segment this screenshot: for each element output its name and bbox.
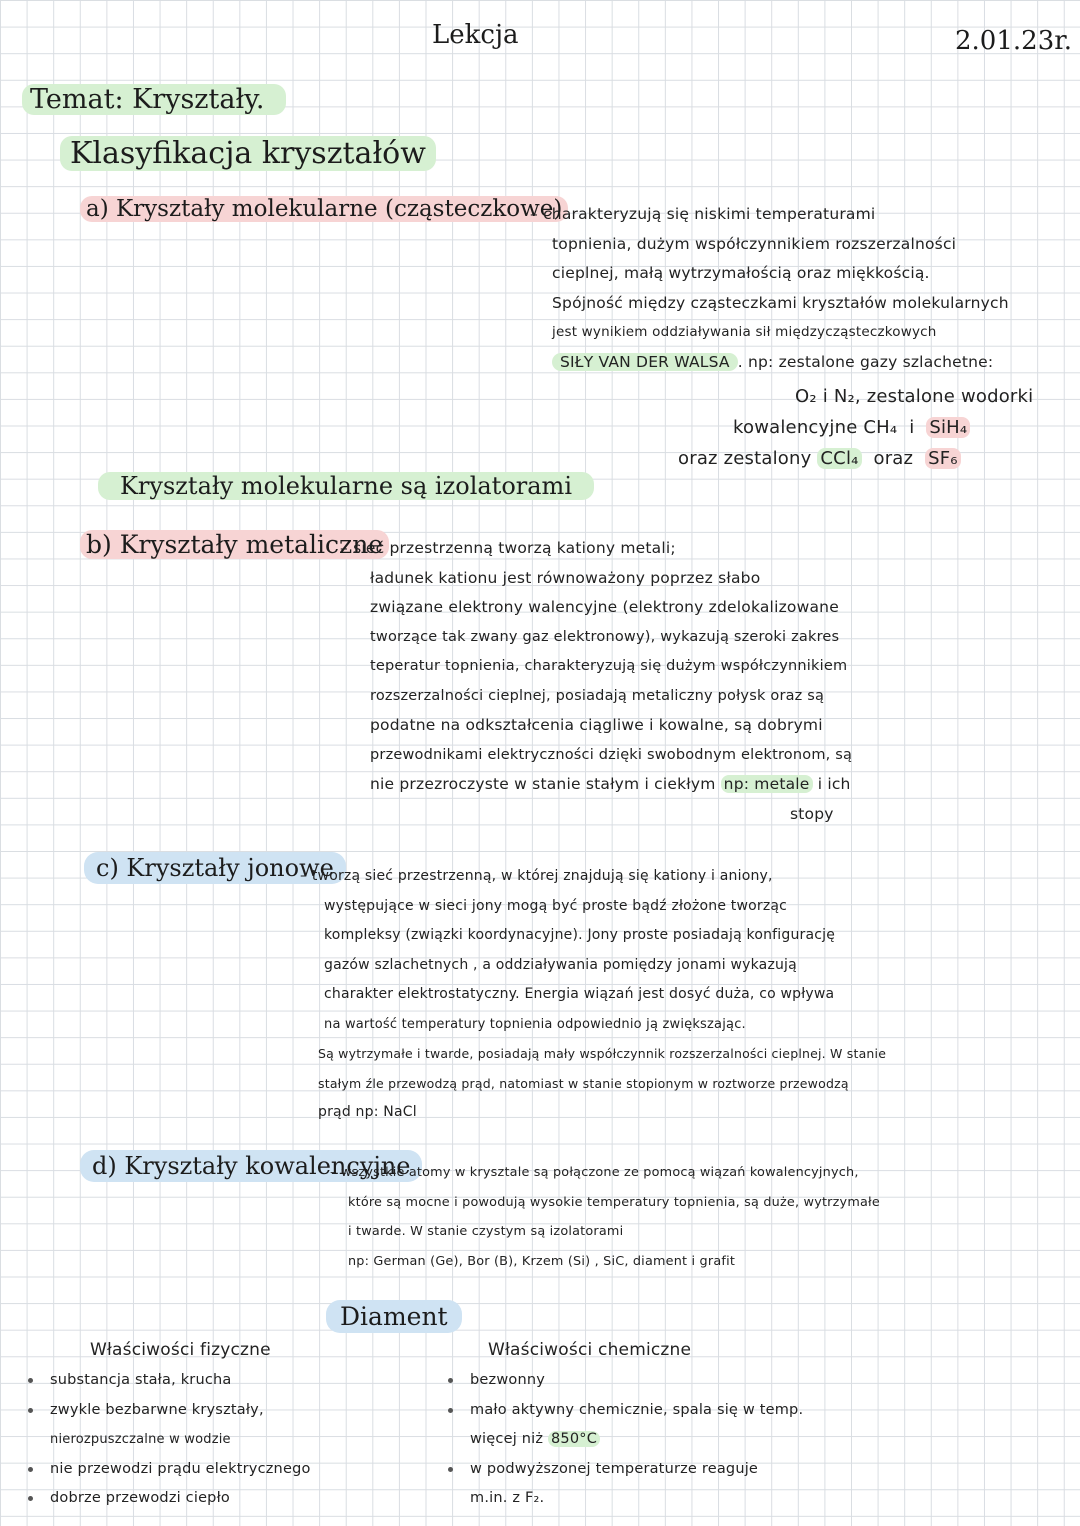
section-d-line: i twarde. W stanie czystym są izolatorami bbox=[348, 1224, 624, 1239]
chemical-item-cont: więcej niż bbox=[470, 1431, 544, 1447]
section-d-line: np: German (Ge), Bor (B), Krzem (Si) , SiC, diament i grafit bbox=[348, 1253, 736, 1269]
section-c-line: kompleksy (związki koordynacyjne). Jony proste posiadają konfigurację bbox=[324, 927, 836, 943]
section-a-formula-line-3 bbox=[678, 444, 961, 474]
section-b-tail: i ich bbox=[817, 775, 851, 793]
section-a-formula-line-2 bbox=[733, 413, 970, 443]
section-c-line: stałym źle przewodzą prąd, natomiast w stanie stopionym w roztworze przewodzą bbox=[318, 1075, 849, 1091]
chemical-heading: Właściwości chemiczne bbox=[488, 1340, 692, 1360]
section-c-text bbox=[300, 862, 886, 1128]
physical-item: zwykle bezbarwne kryształy, bbox=[24, 1396, 311, 1426]
molecular-summary: Kryształy molekularne są izolatorami bbox=[98, 472, 594, 500]
chemical-item: bezwonny bbox=[444, 1366, 803, 1396]
physical-heading: Właściwości fizyczne bbox=[90, 1340, 271, 1360]
section-b-line: nie przezroczyste w stanie stałym i ciekłym bbox=[370, 775, 716, 793]
section-a-label: a) Kryształy molekularne (cząsteczkowe) bbox=[80, 196, 568, 222]
section-b-line: ładunek kationu jest równoważony poprzez słabo bbox=[370, 568, 761, 587]
section-a-text bbox=[530, 200, 1009, 377]
physical-item: substancja stała, krucha bbox=[24, 1366, 311, 1396]
van-der-waals-highlight: SIŁY VAN DER WALSA bbox=[552, 353, 738, 371]
section-c-line: charakter elektrostatyczny. Energia wiązań jest dosyć duża, co wpływa bbox=[324, 986, 835, 1002]
section-c-line: występujące w sieci jony mogą być proste bądź złożone tworząc bbox=[324, 897, 788, 914]
section-b-line: – sieć przestrzenną tworzą kationy metali; bbox=[340, 539, 676, 557]
topic: Temat: Kryształy. bbox=[22, 84, 286, 115]
section-b-example: np: metale bbox=[721, 775, 813, 793]
diament-title: Diament bbox=[326, 1300, 462, 1333]
section-a-line: – charakteryzują się niskimi temperaturami bbox=[530, 205, 876, 223]
section-a-line: topnienia, dużym współczynnikiem rozszerzalności bbox=[552, 234, 957, 253]
physical-item-cont: nierozpuszczalne w wodzie bbox=[50, 1432, 231, 1447]
section-b-text bbox=[340, 534, 852, 829]
section-b-line: tworzące tak zwany gaz elektronowy), wykazują szeroki zakres bbox=[370, 628, 840, 645]
temperature-highlight: 850°C bbox=[548, 1431, 600, 1447]
section-c-line: na wartość temperatury topnienia odpowiednio ją zwiększając. bbox=[324, 1016, 746, 1032]
chemical-list bbox=[444, 1366, 803, 1514]
chemical-item: w podwyższonej temperaturze reaguje bbox=[444, 1455, 803, 1485]
and-word: i bbox=[909, 417, 915, 438]
section-d-line: – wszystkie atomy w krysztale są połączone ze pomocą wiązań kowalencyjnych, bbox=[330, 1165, 859, 1180]
section-c-line: Są wytrzymałe i twarde, posiadają mały współczynnik rozszerzalności cieplnej. W stanie bbox=[318, 1046, 887, 1061]
section-b-line: podatne na odkształcenia ciągliwe i kowalne, są dobrymi bbox=[370, 716, 823, 734]
physical-item: nie przewodzi prądu elektrycznego bbox=[24, 1455, 311, 1485]
sih4-formula: SiH₄ bbox=[926, 417, 970, 438]
section-b-label: b) Kryształy metaliczne bbox=[80, 530, 389, 559]
section-a-line: cieplnej, małą wytrzymałością oraz miękkością. bbox=[552, 264, 930, 282]
section-a-np: . np: zestalone gazy szlachetne: bbox=[737, 352, 994, 371]
sf6-formula: SF₆ bbox=[925, 448, 961, 469]
section-d-label: d) Kryształy kowalencyjne bbox=[80, 1150, 422, 1182]
ch4-formula: CH₄ bbox=[863, 417, 898, 438]
chemical-item-cont: m.in. z F₂. bbox=[470, 1490, 545, 1506]
physical-list bbox=[24, 1366, 311, 1514]
section-b-line: rozszerzalności cieplnej, posiadają metaliczny połysk oraz są bbox=[370, 687, 825, 704]
classification-heading: Klasyfikacja kryształów bbox=[60, 136, 436, 171]
section-a-formula-line-1: O₂ i N₂, zestalone wodorki bbox=[795, 386, 1034, 407]
oraz-zestalony-label: oraz zestalony bbox=[678, 448, 812, 469]
section-b-last: stopy bbox=[790, 804, 834, 823]
section-a-line: jest wynikiem oddziaływania sił międzycząsteczkowych bbox=[552, 324, 937, 340]
section-b-line: teperatur topnienia, charakteryzują się dużym współczynnikiem bbox=[370, 658, 848, 674]
chemical-item: mało aktywny chemicznie, spala się w temp. bbox=[444, 1396, 803, 1426]
section-c-line: prąd np: NaCl bbox=[318, 1104, 417, 1120]
section-c-line: gazów szlachetnych , a oddziaływania pomiędzy jonami wykazują bbox=[324, 956, 797, 973]
section-d-line: które są mocne i powodują wysokie temperatury topnienia, są duże, wytrzymałe bbox=[348, 1194, 880, 1210]
physical-item: dobrze przewodzi ciepło bbox=[24, 1484, 311, 1514]
section-c-line: – tworzą sieć przestrzenną, w której znajdują się kationy i aniony, bbox=[300, 868, 773, 884]
section-c-label: c) Kryształy jonowe bbox=[84, 852, 346, 884]
lesson-title: Lekcja bbox=[432, 20, 519, 50]
lesson-date: 2.01.23r. bbox=[955, 26, 1073, 56]
section-a-line: Spójność między cząsteczkami kryształów molekularnych bbox=[552, 293, 1009, 312]
ccl4-formula: CCl₄ bbox=[817, 448, 861, 469]
oraz-word: oraz bbox=[873, 448, 914, 469]
section-b-line: przewodnikami elektryczności dzięki swobodnym elektronom, są bbox=[370, 746, 853, 763]
section-d-text bbox=[330, 1158, 880, 1276]
section-b-line: związane elektrony walencyjne (elektrony zdelokalizowane bbox=[370, 598, 839, 616]
kowalencyjne-label: kowalencyjne bbox=[733, 417, 858, 438]
